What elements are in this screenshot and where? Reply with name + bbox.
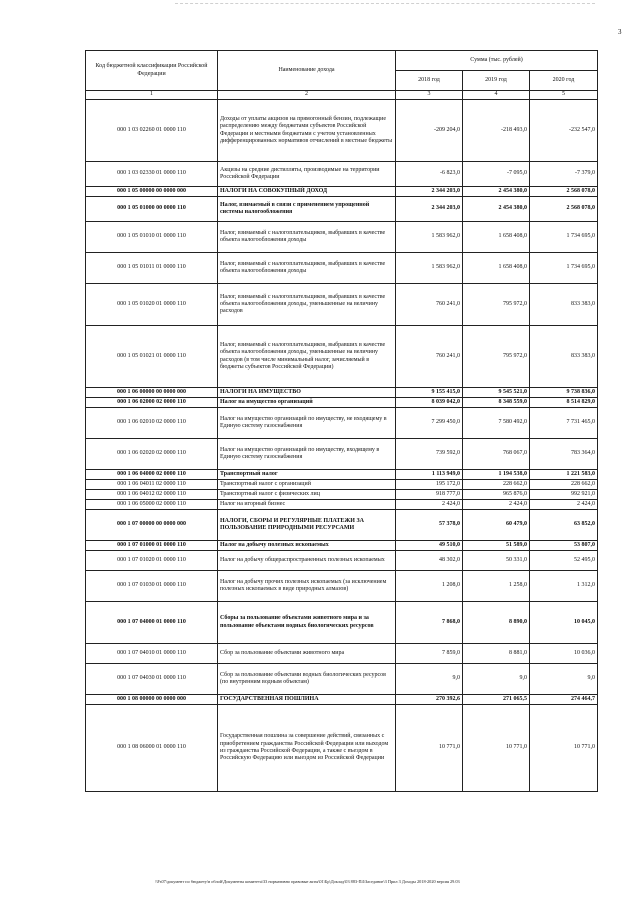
- table-row: [86, 284, 598, 326]
- col-number: 4: [463, 91, 530, 100]
- header-code: Код бюджетной классификации Российской Федерации: [86, 51, 218, 91]
- footer-file-path: \\Fs07\документ по бюджету\в облой\Документы комитета\33 нормативно правовые акты\01\Бр\Доклад\03 883-П4\Заседание\3 Прил 3 Доходы 2018-2020 версия 29.03: [155, 879, 460, 884]
- budget-code-cell: 000 1 07 04000 01 0000 110: [86, 602, 218, 644]
- revenue-name-cell: НАЛОГИ, СБОРЫ И РЕГУЛЯРНЫЕ ПЛАТЕЖИ ЗА ПОЛЬЗОВАНИЕ ПРИРОДНЫМИ РЕСУРСАМИ: [218, 510, 396, 541]
- revenue-name-cell: Налог на добычу прочих полезных ископаемых (за исключением полезных ископаемых в виде природных алмазов): [218, 571, 396, 602]
- budget-code-cell: 000 1 06 04000 02 0000 110: [86, 470, 218, 480]
- revenue-name-cell: Налог на игорный бизнес: [218, 500, 396, 510]
- col-number: 5: [530, 91, 598, 100]
- page-number: 3: [618, 28, 622, 36]
- amount-2019-cell: -7 095,0: [463, 162, 530, 187]
- budget-code-cell: 000 1 03 02330 01 0000 110: [86, 162, 218, 187]
- amount-2020-cell: 8 514 829,0: [530, 398, 598, 408]
- amount-2019-cell: 7 580 492,0: [463, 408, 530, 439]
- revenue-name-cell: НАЛОГИ НА СОВОКУПНЫЙ ДОХОД: [218, 187, 396, 197]
- table-row: [86, 510, 598, 541]
- amount-2018-cell: 48 302,0: [396, 551, 463, 571]
- revenue-name-cell: НАЛОГИ НА ИМУЩЕСТВО: [218, 388, 396, 398]
- amount-2019-cell: 50 331,0: [463, 551, 530, 571]
- table-row: [86, 470, 598, 480]
- amount-2019-cell: 1 658 408,0: [463, 222, 530, 253]
- budget-code-cell: 000 1 05 01021 01 0000 110: [86, 326, 218, 388]
- budget-code-cell: 000 1 06 02000 02 0000 110: [86, 398, 218, 408]
- amount-2020-cell: 833 383,0: [530, 326, 598, 388]
- amount-2020-cell: 228 662,0: [530, 480, 598, 490]
- header-sum: Сумма (тыс. рублей): [396, 51, 598, 71]
- amount-2019-cell: 2 454 380,0: [463, 197, 530, 222]
- col-number: 2: [218, 91, 396, 100]
- amount-2018-cell: 270 392,6: [396, 695, 463, 705]
- budget-code-cell: 000 1 07 01030 01 0000 110: [86, 571, 218, 602]
- amount-2018-cell: 1 583 962,0: [396, 253, 463, 284]
- amount-2018-cell: 2 344 203,0: [396, 187, 463, 197]
- amount-2020-cell: 63 852,0: [530, 510, 598, 541]
- amount-2018-cell: 1 583 962,0: [396, 222, 463, 253]
- budget-code-cell: 000 1 06 00000 00 0000 000: [86, 388, 218, 398]
- amount-2018-cell: 9,0: [396, 664, 463, 695]
- table-row: [86, 490, 598, 500]
- amount-2020-cell: 7 731 465,0: [530, 408, 598, 439]
- revenue-name-cell: Налог, взимаемый с налогоплательщиков, выбравших в качестве объекта налогообложения доходы: [218, 253, 396, 284]
- amount-2020-cell: 10 036,0: [530, 644, 598, 664]
- amount-2019-cell: -218 493,0: [463, 100, 530, 162]
- table-row: [86, 500, 598, 510]
- amount-2019-cell: 271 065,5: [463, 695, 530, 705]
- amount-2018-cell: -209 204,0: [396, 100, 463, 162]
- budget-code-cell: 000 1 07 04010 01 0000 110: [86, 644, 218, 664]
- amount-2018-cell: 7 859,0: [396, 644, 463, 664]
- amount-2018-cell: 760 241,0: [396, 284, 463, 326]
- budget-code-cell: 000 1 08 06000 01 0000 110: [86, 705, 218, 792]
- amount-2018-cell: 1 208,0: [396, 571, 463, 602]
- header-year-2020: 2020 год: [530, 71, 598, 91]
- budget-code-cell: 000 1 08 00000 00 0000 000: [86, 695, 218, 705]
- amount-2020-cell: 1 734 695,0: [530, 222, 598, 253]
- budget-code-cell: 000 1 05 01010 01 0000 110: [86, 222, 218, 253]
- amount-2019-cell: 2 424,0: [463, 500, 530, 510]
- amount-2020-cell: 1 312,0: [530, 571, 598, 602]
- amount-2018-cell: -6 823,0: [396, 162, 463, 187]
- amount-2020-cell: 10 045,0: [530, 602, 598, 644]
- table-row: [86, 551, 598, 571]
- amount-2020-cell: 1 221 583,0: [530, 470, 598, 480]
- amount-2020-cell: 9,0: [530, 664, 598, 695]
- amount-2019-cell: 9,0: [463, 664, 530, 695]
- revenue-name-cell: Налог, взимаемый с налогоплательщиков, выбравших в качестве объекта налогообложения доходы, уменьшенные на величину расходов (в том числе минимальный налог, зачисляемый в бюджеты субъектов Российской Федерации): [218, 326, 396, 388]
- amount-2019-cell: 8 881,0: [463, 644, 530, 664]
- revenue-name-cell: Транспортный налог с физических лиц: [218, 490, 396, 500]
- table-row: [86, 480, 598, 490]
- revenue-name-cell: Налог, взимаемый в связи с применением упрощенной системы налогообложения: [218, 197, 396, 222]
- amount-2019-cell: 228 662,0: [463, 480, 530, 490]
- amount-2020-cell: 2 568 078,0: [530, 187, 598, 197]
- budget-code-cell: 000 1 06 04011 02 0000 110: [86, 480, 218, 490]
- amount-2020-cell: 9 738 836,0: [530, 388, 598, 398]
- revenue-name-cell: Налог на имущество организаций по имуществу, не входящему в Единую систему газоснабжения: [218, 408, 396, 439]
- budget-code-cell: 000 1 07 00000 00 0000 000: [86, 510, 218, 541]
- budget-code-cell: 000 1 06 05000 02 0000 110: [86, 500, 218, 510]
- amount-2018-cell: 8 039 042,0: [396, 398, 463, 408]
- amount-2020-cell: 10 771,0: [530, 705, 598, 792]
- amount-2020-cell: 783 364,0: [530, 439, 598, 470]
- amount-2020-cell: 2 568 078,0: [530, 197, 598, 222]
- budget-code-cell: 000 1 07 01000 01 0000 110: [86, 541, 218, 551]
- amount-2019-cell: 51 589,0: [463, 541, 530, 551]
- budget-code-cell: 000 1 05 01000 00 0000 110: [86, 197, 218, 222]
- revenue-name-cell: Налог на имущество организаций по имуществу, входящему в Единую систему газоснабжения: [218, 439, 396, 470]
- budget-code-cell: 000 1 05 01011 01 0000 110: [86, 253, 218, 284]
- amount-2018-cell: 7 299 450,0: [396, 408, 463, 439]
- amount-2020-cell: 2 424,0: [530, 500, 598, 510]
- amount-2018-cell: 1 113 949,0: [396, 470, 463, 480]
- budget-code-cell: 000 1 05 01020 01 0000 110: [86, 284, 218, 326]
- revenue-name-cell: Налог, взимаемый с налогоплательщиков, выбравших в качестве объекта налогообложения доходы, уменьшенные на величину расходов: [218, 284, 396, 326]
- amount-2018-cell: 195 172,0: [396, 480, 463, 490]
- amount-2018-cell: 10 771,0: [396, 705, 463, 792]
- amount-2019-cell: 8 890,0: [463, 602, 530, 644]
- budget-code-cell: 000 1 06 04012 02 0000 110: [86, 490, 218, 500]
- amount-2020-cell: 53 807,0: [530, 541, 598, 551]
- amount-2019-cell: 965 876,0: [463, 490, 530, 500]
- table-row: [86, 705, 598, 792]
- revenue-name-cell: Сборы за пользование объектами животного мира и за пользование объектами водных биологических ресурсов: [218, 602, 396, 644]
- revenue-name-cell: Доходы от уплаты акцизов на прямогонный бензин, подлежащие распределению между бюджетами субъектов Российской Федерации и местными бюджетами с учетом установленных дифференцированных нормативов отчислений в местные бюджеты: [218, 100, 396, 162]
- table-row: [86, 695, 598, 705]
- revenue-name-cell: Налог на добычу общераспространенных полезных ископаемых: [218, 551, 396, 571]
- amount-2018-cell: 9 155 415,0: [396, 388, 463, 398]
- header-year-2019: 2019 год: [463, 71, 530, 91]
- amount-2019-cell: 795 972,0: [463, 284, 530, 326]
- budget-code-cell: 000 1 07 04030 01 0000 110: [86, 664, 218, 695]
- table-row: [86, 439, 598, 470]
- amount-2019-cell: 2 454 380,0: [463, 187, 530, 197]
- amount-2020-cell: 992 921,0: [530, 490, 598, 500]
- revenue-name-cell: Государственная пошлина за совершение действий, связанных с приобретением гражданства Российской Федерации или выходом из гражданства Российской Федерации, а также с въездом в Российскую Федерацию или выездом из Российской Федерации: [218, 705, 396, 792]
- budget-code-cell: 000 1 06 02010 02 0000 110: [86, 408, 218, 439]
- budget-revenue-table: [85, 50, 598, 792]
- amount-2019-cell: 10 771,0: [463, 705, 530, 792]
- amount-2018-cell: 2 424,0: [396, 500, 463, 510]
- revenue-name-cell: Сбор за пользование объектами водных биологических ресурсов (по внутренним водным объектам): [218, 664, 396, 695]
- amount-2019-cell: 1 658 408,0: [463, 253, 530, 284]
- revenue-name-cell: Налог на добычу полезных ископаемых: [218, 541, 396, 551]
- amount-2020-cell: -232 547,0: [530, 100, 598, 162]
- table-row: [86, 326, 598, 388]
- revenue-name-cell: Транспортный налог с организаций: [218, 480, 396, 490]
- revenue-name-cell: Налог, взимаемый с налогоплательщиков, выбравших в качестве объекта налогообложения доходы: [218, 222, 396, 253]
- table-body: [86, 100, 598, 792]
- table-row: [86, 664, 598, 695]
- amount-2018-cell: 760 241,0: [396, 326, 463, 388]
- revenue-name-cell: ГОСУДАРСТВЕННАЯ ПОШЛИНА: [218, 695, 396, 705]
- amount-2018-cell: 918 777,0: [396, 490, 463, 500]
- amount-2018-cell: 57 378,0: [396, 510, 463, 541]
- amount-2020-cell: 52 495,0: [530, 551, 598, 571]
- amount-2020-cell: 833 383,0: [530, 284, 598, 326]
- header-name: Наименование дохода: [218, 51, 396, 91]
- amount-2020-cell: 274 464,7: [530, 695, 598, 705]
- amount-2019-cell: 8 348 559,0: [463, 398, 530, 408]
- budget-code-cell: 000 1 05 00000 00 0000 000: [86, 187, 218, 197]
- amount-2019-cell: 60 479,0: [463, 510, 530, 541]
- revenue-name-cell: Акцизы на средние дистилляты, производимые на территории Российской Федерации: [218, 162, 396, 187]
- table-row: [86, 187, 598, 197]
- amount-2018-cell: 2 344 203,0: [396, 197, 463, 222]
- amount-2018-cell: 49 510,0: [396, 541, 463, 551]
- amount-2020-cell: -7 379,0: [530, 162, 598, 187]
- amount-2019-cell: 1 194 538,0: [463, 470, 530, 480]
- amount-2020-cell: 1 734 695,0: [530, 253, 598, 284]
- table-row: [86, 100, 598, 162]
- table-row: [86, 571, 598, 602]
- col-number: 3: [396, 91, 463, 100]
- amount-2019-cell: 795 972,0: [463, 326, 530, 388]
- amount-2019-cell: 768 067,0: [463, 439, 530, 470]
- col-number: 1: [86, 91, 218, 100]
- table-row: [86, 197, 598, 222]
- table-row: [86, 388, 598, 398]
- budget-code-cell: 000 1 07 01020 01 0000 110: [86, 551, 218, 571]
- amount-2018-cell: 739 592,0: [396, 439, 463, 470]
- amount-2019-cell: 1 258,0: [463, 571, 530, 602]
- header-year-2018: 2018 год: [396, 71, 463, 91]
- table-row: [86, 541, 598, 551]
- table-row: [86, 398, 598, 408]
- amount-2019-cell: 9 545 521,0: [463, 388, 530, 398]
- revenue-name-cell: Транспортный налог: [218, 470, 396, 480]
- revenue-name-cell: Сбор за пользование объектами животного мира: [218, 644, 396, 664]
- table-row: [86, 222, 598, 253]
- table-row: [86, 644, 598, 664]
- table-row: [86, 602, 598, 644]
- revenue-name-cell: Налог на имущество организаций: [218, 398, 396, 408]
- budget-code-cell: 000 1 06 02020 02 0000 110: [86, 439, 218, 470]
- table-row: [86, 253, 598, 284]
- scan-edge-mark: [175, 3, 595, 4]
- table-row: [86, 408, 598, 439]
- budget-code-cell: 000 1 03 02260 01 0000 110: [86, 100, 218, 162]
- table-row: [86, 162, 598, 187]
- amount-2018-cell: 7 868,0: [396, 602, 463, 644]
